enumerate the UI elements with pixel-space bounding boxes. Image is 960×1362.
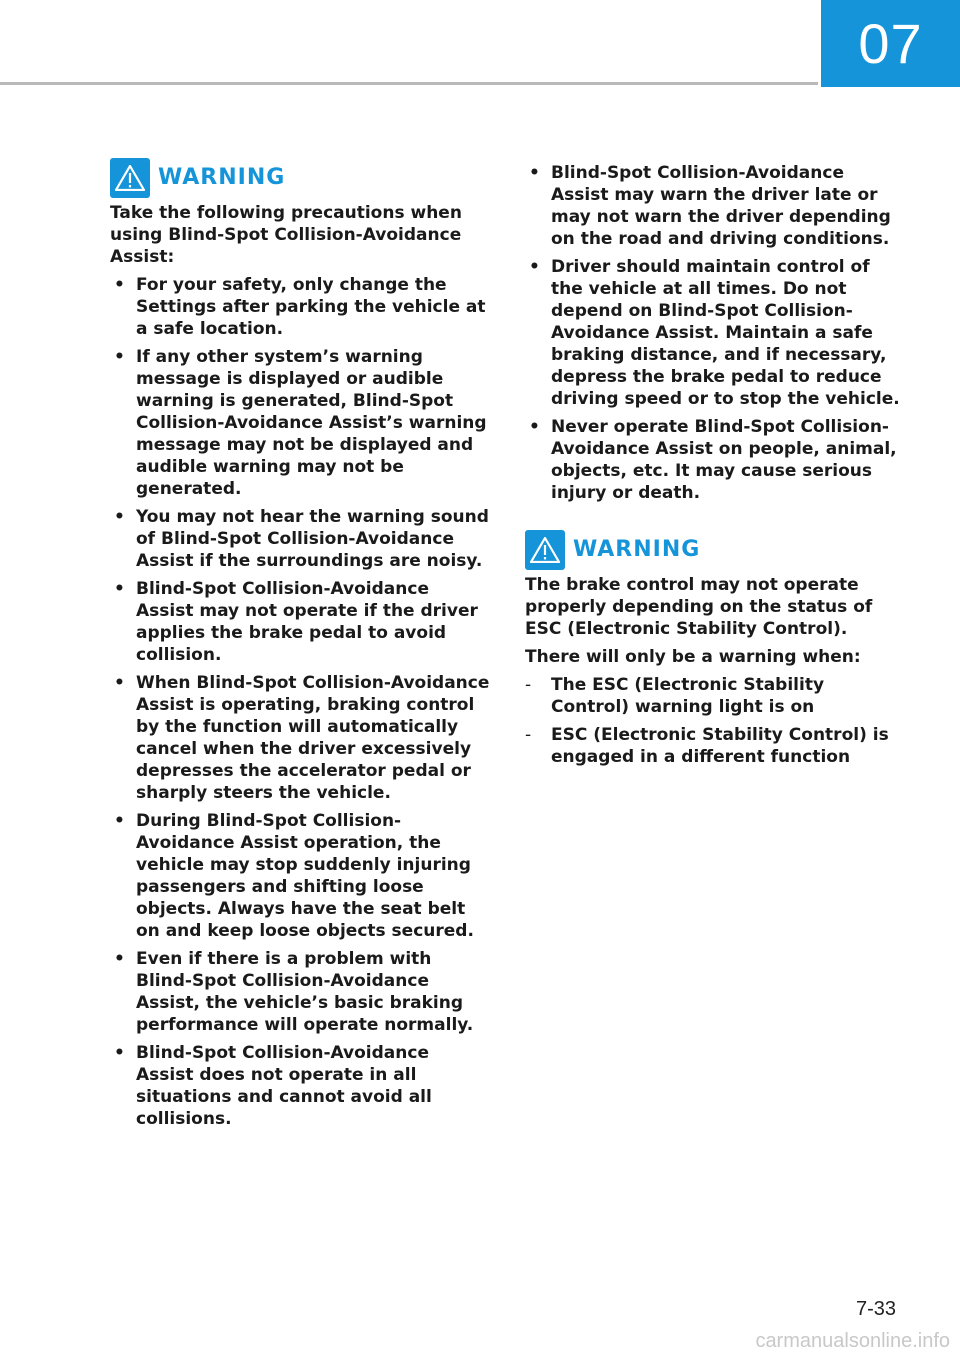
warning-label: WARNING bbox=[573, 537, 701, 562]
bullet-icon: • bbox=[529, 163, 540, 183]
list-item bbox=[110, 672, 492, 804]
dash-icon: - bbox=[525, 675, 532, 695]
bullet-icon: • bbox=[529, 417, 540, 437]
list-item-text: Blind-Spot Collision-Avoidance Assist may not operate if the driver applies the brake pedal to avoid collision. bbox=[136, 579, 478, 665]
right-column bbox=[525, 162, 905, 774]
warning-heading bbox=[525, 530, 905, 570]
bullet-icon: • bbox=[114, 507, 125, 527]
chapter-tab: 07 bbox=[821, 0, 960, 87]
list-item-text: Even if there is a problem with Blind-Spot Collision-Avoidance Assist, the vehicle’s basic braking performance will operate normally. bbox=[136, 949, 474, 1035]
list-item-text: The ESC (Electronic Stability Control) warning light is on bbox=[551, 675, 825, 717]
bullet-icon: • bbox=[529, 257, 540, 277]
list-item-text: Blind-Spot Collision-Avoidance Assist does not operate in all situations and cannot avoid all collisions. bbox=[136, 1043, 432, 1129]
list-item bbox=[525, 674, 905, 718]
bullet-icon: • bbox=[114, 579, 125, 599]
list-item bbox=[110, 810, 492, 942]
list-item-text: ESC (Electronic Stability Control) is engaged in a different function bbox=[551, 725, 889, 767]
list-item-text: If any other system’s warning message is displayed or audible warning is generated, Blind-Spot Collision-Avoidance Assist’s warning message may not be displayed and audible warning may not be generated. bbox=[136, 347, 487, 499]
list-item-text: You may not hear the warning sound of Blind-Spot Collision-Avoidance Assist if the surroundings are noisy. bbox=[136, 507, 489, 571]
list-item-text: Driver should maintain control of the vehicle at all times. Do not depend on Blind-Spot Collision-Avoidance Assist. Maintain a safe braking distance, and if necessary, depress the brake pedal to reduce driving speed or to stop the vehicle. bbox=[551, 257, 900, 409]
bullet-icon: • bbox=[114, 673, 125, 693]
list-item bbox=[110, 346, 492, 500]
bullet-icon: • bbox=[114, 347, 125, 367]
bullet-icon: • bbox=[114, 811, 125, 831]
list-item bbox=[525, 724, 905, 768]
list-item bbox=[525, 416, 905, 504]
list-item bbox=[110, 578, 492, 666]
dash-icon: - bbox=[525, 725, 532, 745]
bullet-icon: • bbox=[114, 1043, 125, 1063]
page-number: 7-33 bbox=[855, 1298, 896, 1320]
warning-intro: Take the following precautions when using Blind-Spot Collision-Avoidance Assist: bbox=[110, 203, 462, 267]
warning-heading bbox=[110, 158, 492, 198]
bullet-icon: • bbox=[114, 275, 125, 295]
list-item bbox=[525, 256, 905, 410]
list-item-text: When Blind-Spot Collision-Avoidance Assist is operating, braking control by the function will automatically cancel when the driver excessively depresses the accelerator pedal or sharply steers the vehicle. bbox=[136, 673, 490, 803]
warning-triangle-icon bbox=[525, 530, 565, 570]
precaution-list-continued bbox=[525, 162, 905, 504]
list-item-text: Blind-Spot Collision-Avoidance Assist may warn the driver late or may not warn the driver depending on the road and driving conditions. bbox=[551, 163, 891, 249]
left-column bbox=[110, 158, 492, 1136]
list-item bbox=[110, 274, 492, 340]
header-rule bbox=[0, 82, 818, 85]
warning-paragraph: The brake control may not operate properly depending on the status of ESC (Electronic Stability Control). bbox=[525, 575, 873, 639]
bullet-icon: • bbox=[114, 949, 125, 969]
list-item bbox=[110, 1042, 492, 1130]
warning-paragraph: There will only be a warning when: bbox=[525, 647, 861, 667]
list-item-text: For your safety, only change the Settings after parking the vehicle at a safe location. bbox=[136, 275, 486, 339]
warning-label: WARNING bbox=[158, 165, 286, 190]
list-item bbox=[525, 162, 905, 250]
list-item bbox=[110, 506, 492, 572]
list-item-text: During Blind-Spot Collision-Avoidance Assist operation, the vehicle may stop suddenly injuring passengers and shifting loose objects. Always have the seat belt on and keep loose objects secured. bbox=[136, 811, 474, 941]
list-item-text: Never operate Blind-Spot Collision-Avoidance Assist on people, animal, objects, etc. It may cause serious injury or death. bbox=[551, 417, 897, 503]
watermark: carmanualsonline.info bbox=[755, 1330, 950, 1352]
condition-list bbox=[525, 674, 905, 768]
precaution-list bbox=[110, 274, 492, 1130]
warning-triangle-icon bbox=[110, 158, 150, 198]
list-item bbox=[110, 948, 492, 1036]
